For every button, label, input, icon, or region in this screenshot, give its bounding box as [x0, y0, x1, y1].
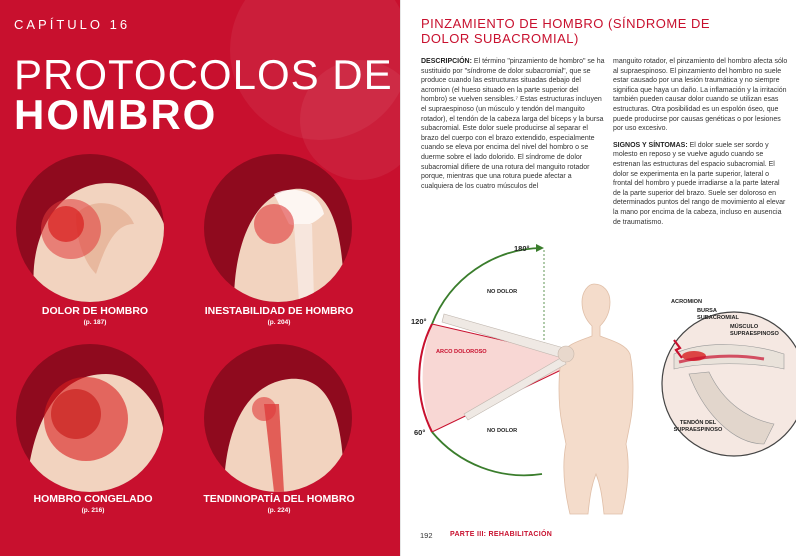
- item-page-dolor: (p. 187): [83, 319, 107, 326]
- item-label-inestabilidad: INESTABILIDAD DE HOMBRO: [204, 305, 354, 317]
- item-page-tendinopatia: (p. 224): [267, 507, 291, 514]
- signs-text: El dolor suele ser sordo y molesto en reposo y se vuelve agudo cuando se estrenan las estructuras del espacio subacromial. El dolor se experimenta en la parte superior, lateral o frontal del hombro y puede irradiarse a la parte lateral de la parte superior del brazo. Suele ser doloroso en determinados puntos del rango de movimiento al elevar la mano por encima de la cabeza, incluso en ausencia de traumatismo.: [613, 141, 786, 226]
- description-lead: DESCRIPCIÓN:: [421, 58, 472, 65]
- label-60: 60°: [414, 428, 426, 437]
- section-title: PINZAMIENTO DE HOMBRO (SÍNDROME DE DOLOR SUBACROMIAL): [421, 16, 711, 46]
- painful-arc-figure: [404, 244, 796, 524]
- column2-text: manguito rotador, el pinzamiento del hombro afecta sólo al supraespinoso. El pinzamiento del hombro no suele estar causado por una lesión traumática y no siempre significa que haya un daño. La inflamación y la irritación también pueden causar dolor cuando se utilizan esas estructuras. Otra posibilidad es un espolón óseo, que puede producirse por causas genéticas o por lesiones por uso excesivo.: [613, 58, 788, 133]
- description-text: El término "pinzamiento de hombro" se ha sustituido por "síndrome de dolor subacromial", que se produce cuando las estructuras situadas debajo del acromion (el hueso situado en la parte superior del hombro) se vuelven sensibles.⁷ Estas estructuras incluyen el supraespinoso (un músculo y tendón del manguito rotador), el tendón de la cabeza larga del bíceps y la bursa subacromial. Este dolor suele producirse al separar el brazo del cuerpo con el brazo extendido, especialmente cuando se eleva por encima del nivel del hombro o se duerme sobre el lado dolorido. El síndrome de dolor subacromial difiere de una rotura del manguito rotador porque, mientras que una rotura puede afectar a cualquiera de los cuatro músculos del: [421, 58, 605, 190]
- page-title-line2: HOMBRO: [14, 91, 218, 138]
- item-label-tendinopatia: TENDINOPATÍA DEL HOMBRO: [203, 493, 355, 505]
- label-no-dolor-bottom: NO DOLOR: [487, 428, 518, 434]
- label-tendon: TENDÓN DEL SUPRAESPINOSO: [673, 420, 723, 433]
- label-arco-doloroso: ARCO DOLOROSO: [436, 349, 487, 355]
- label-musculo: MÚSCULO SUPRAESPINOSO: [730, 324, 779, 337]
- page-title-line1: PROTOCOLOS DE: [14, 51, 393, 98]
- chapter-label: CAPÍTULO 16: [14, 17, 131, 32]
- shoulder-instability-illustration: [204, 154, 352, 302]
- item-page-congelado: (p. 216): [81, 507, 105, 514]
- shoulder-tendinopathy-illustration: [204, 344, 352, 492]
- item-page-inestabilidad: (p. 204): [267, 319, 291, 326]
- item-label-congelado: HOMBRO CONGELADO: [33, 493, 153, 505]
- page-number: 192: [420, 531, 433, 540]
- item-label-dolor: DOLOR DE HOMBRO: [41, 305, 149, 317]
- running-footer: PARTE III: REHABILITACIÓN: [450, 531, 553, 538]
- label-no-dolor-top: NO DOLOR: [487, 289, 518, 295]
- signs-lead: SIGNOS Y SÍNTOMAS:: [613, 141, 688, 149]
- column-2: [613, 57, 789, 227]
- label-120: 120°: [411, 317, 427, 326]
- page-gutter: [400, 0, 401, 556]
- shoulder-pain-illustration: [16, 154, 164, 302]
- label-acromion: ACROMION: [671, 299, 703, 305]
- frozen-shoulder-illustration: [16, 344, 164, 492]
- column-1: [421, 57, 605, 191]
- label-180: 180°: [514, 244, 530, 253]
- label-bursa: BURSA SUBACROMIAL: [697, 308, 739, 321]
